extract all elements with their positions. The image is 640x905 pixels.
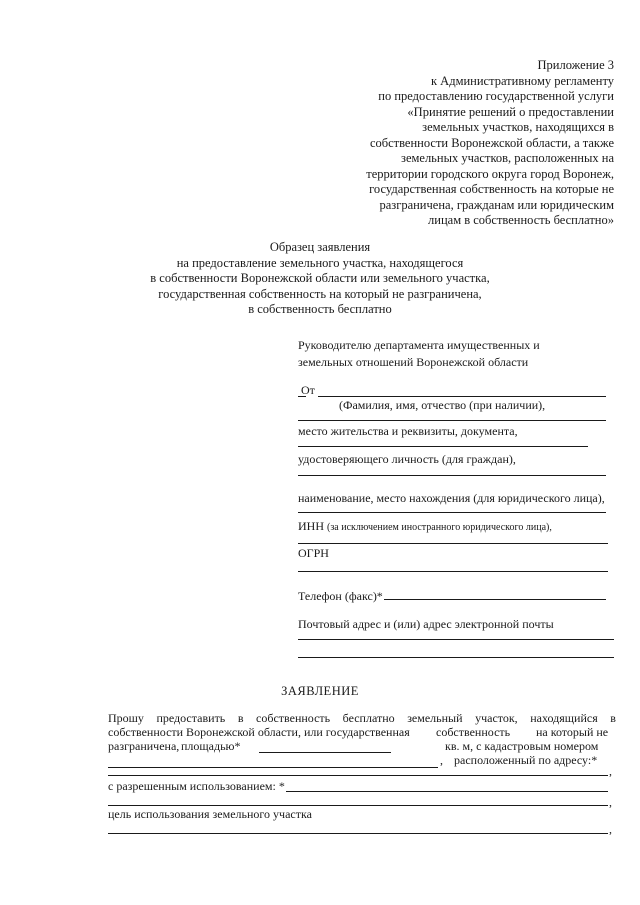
word: находящийся: [530, 711, 598, 725]
statement-heading: ЗАЯВЛЕНИЕ: [281, 684, 359, 698]
residence-label: место жительства и реквизиты, документа,: [298, 424, 518, 438]
word: собственность: [256, 711, 331, 725]
identity-field[interactable]: [298, 475, 606, 476]
appendix-line: Приложение 3: [537, 58, 614, 72]
from-field-start: [298, 396, 306, 397]
comma: ,: [609, 764, 612, 778]
sample-subtitle-line: в собственность бесплатно: [248, 302, 392, 316]
purpose-field[interactable]: [108, 833, 608, 834]
phone-field[interactable]: [384, 599, 606, 600]
permitted-use-field-2[interactable]: [108, 805, 608, 806]
appendix-line: собственности Воронежской области, а также: [369, 135, 614, 150]
sample-subtitle-line: государственная собственность на который не разграничена,: [158, 286, 482, 301]
statement-row-2-mid: собственность: [436, 725, 511, 739]
inn-text: ИНН: [298, 519, 324, 533]
from-label: От: [301, 383, 315, 397]
appendix-line: земельных участков, расположенных на: [401, 151, 614, 165]
cadastral-field[interactable]: [108, 767, 438, 768]
word: предоставить: [156, 711, 226, 725]
inn-label: [298, 519, 552, 534]
from-field[interactable]: [318, 396, 606, 397]
phone-label: Телефон (факс)*: [298, 589, 383, 603]
area-label: площадью*: [181, 739, 241, 753]
sample-title: Образец заявления: [269, 240, 371, 254]
word: бесплатно: [342, 711, 395, 725]
statement-row-3-right: кв. м, с кадастровым номером: [445, 739, 599, 753]
word: участок,: [475, 711, 518, 725]
addressee-line-1: Руководителю департамента имущественных и: [298, 338, 540, 352]
word: в: [237, 711, 244, 725]
comma: ,: [609, 822, 612, 836]
statement-row-3-left: разграничена,: [108, 739, 180, 753]
addressee-line-2: земельных отношений Воронежской области: [298, 355, 529, 369]
permitted-use-field[interactable]: [286, 791, 608, 792]
area-field[interactable]: [259, 752, 391, 753]
postal-field-2[interactable]: [298, 657, 614, 658]
statement-row-2-left: собственности Воронежской области, или государственная: [108, 725, 410, 739]
appendix-line: «Принятие решений о предоставлении: [407, 104, 614, 119]
appendix-line: к Административному регламенту: [430, 73, 614, 88]
ogrn-field[interactable]: [298, 571, 608, 572]
identity-label: удостоверяющего личность (для граждан),: [298, 452, 516, 466]
appendix-line: территории городского округа город Воронеж,: [366, 166, 614, 181]
ogrn-label: ОГРН: [298, 546, 329, 560]
residence-field[interactable]: [298, 446, 588, 447]
appendix-line: по предоставлению государственной услуги: [378, 89, 614, 103]
comma: ,: [440, 753, 443, 767]
permitted-use-label: с разрешенным использованием: *: [108, 779, 285, 793]
comma: ,: [609, 795, 612, 809]
appendix-header: [234, 58, 614, 229]
appendix-line: государственная собственность на которые не: [369, 182, 614, 196]
inn-field[interactable]: [298, 543, 608, 544]
appendix-line: лицам в собственность бесплатно»: [428, 213, 614, 227]
word: земельный: [407, 711, 463, 725]
sample-subtitle-line: в собственности Воронежской области или земельного участка,: [150, 271, 490, 285]
appendix-line: разграничена, гражданам или юридическим: [379, 197, 614, 212]
org-label: наименование, место нахождения (для юридического лица),: [298, 491, 605, 505]
sample-title-block: [120, 240, 520, 318]
sample-subtitle-line: на предоставление земельного участка, находящегося: [176, 255, 464, 270]
fio-field[interactable]: [298, 420, 606, 421]
purpose-label: цель использования земельного участка: [108, 807, 312, 821]
word: в: [610, 711, 616, 725]
statement-row-1: [108, 711, 616, 726]
inn-hint: (за исключением иностранного юридического лица),: [327, 522, 552, 533]
appendix-line: земельных участков, находящихся в: [422, 120, 614, 134]
org-field[interactable]: [298, 512, 606, 513]
postal-field-1[interactable]: [298, 639, 614, 640]
fio-hint: (Фамилия, имя, отчество (при наличии),: [339, 398, 546, 412]
statement-row-4-right: расположенный по адресу:*: [454, 753, 598, 767]
address-field[interactable]: [108, 775, 608, 776]
word: Прошу: [108, 711, 144, 725]
postal-label: Почтовый адрес и (или) адрес электронной почты: [298, 617, 554, 631]
statement-row-2-right: на который не: [536, 725, 609, 739]
